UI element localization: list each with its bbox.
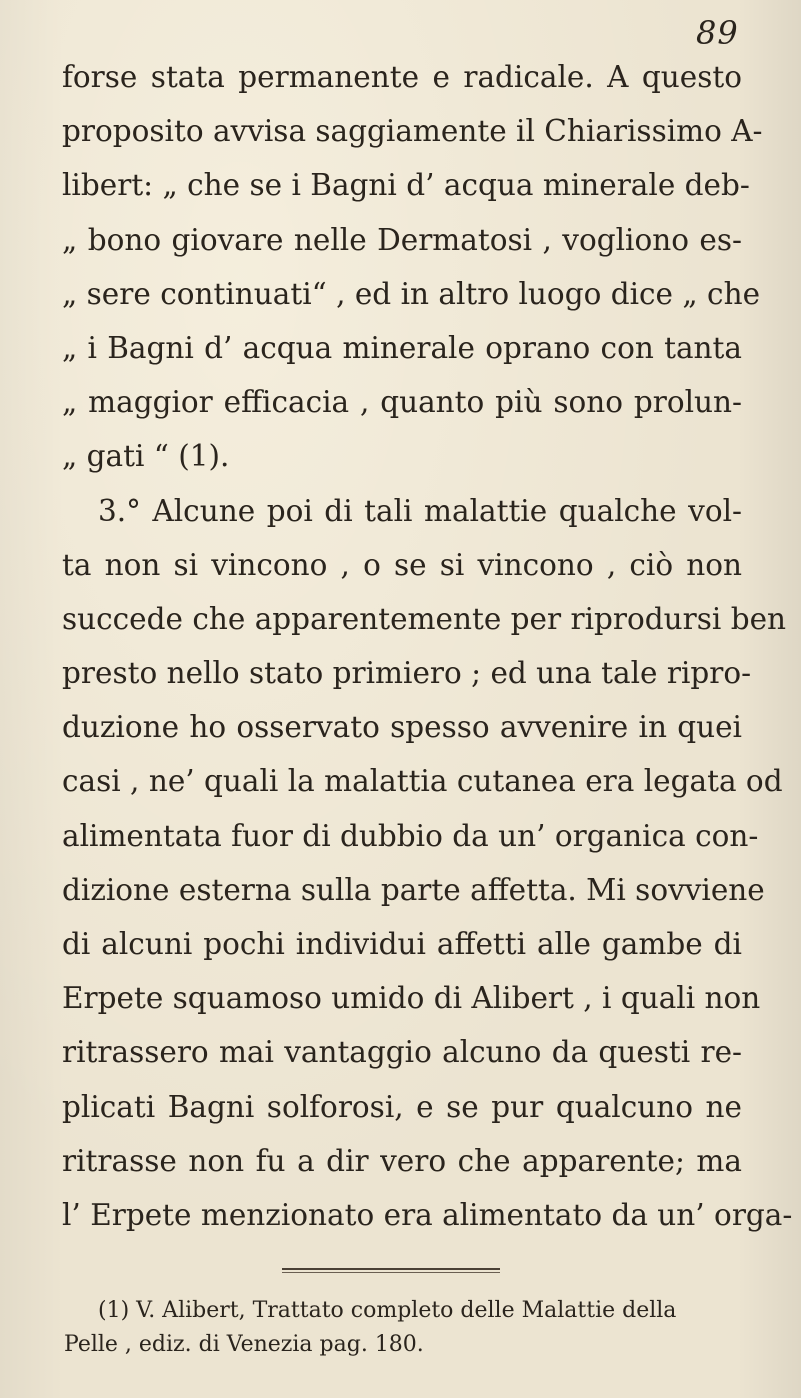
text-line: ritrassero mai vantaggio alcuno da questi re-	[62, 1035, 742, 1070]
text-line: l’ Erpete menzionato era alimentato da un’ orga-	[62, 1197, 793, 1232]
footnote-line: Pelle , ediz. di Venezia pag. 180.	[64, 1332, 424, 1357]
quoted-line: „ sere continuati“ , ed in altro luogo dice „ che	[62, 276, 761, 311]
text-line: ritrasse non fu a dir vero che apparente; ma	[62, 1143, 742, 1178]
paragraph-start-line: 3.° Alcune poi di tali malattie qualche vol-	[98, 493, 742, 528]
page-number: 89	[696, 14, 739, 52]
body-text	[62, 50, 793, 1242]
footnote-divider	[282, 1268, 500, 1270]
text-line: succede che apparentemente per riprodursi ben	[62, 601, 787, 636]
quoted-line: „ i Bagni d’ acqua minerale oprano con tanta	[62, 330, 742, 365]
text-line: ta non si vincono , o se si vincono , ciò non	[62, 547, 742, 582]
footnote	[64, 1294, 740, 1362]
footnote-line: (1) V. Alibert, Trattato completo delle Malattie della	[98, 1298, 677, 1323]
text-line: dizione esterna sulla parte affetta. Mi sovviene	[62, 872, 765, 907]
quoted-line: „ maggior efficacia , quanto più sono prolun-	[62, 385, 742, 420]
text-line: casi , ne’ quali la malattia cutanea era legata od	[62, 764, 783, 799]
text-line: forse stata permanente e radicale. A questo	[62, 60, 742, 94]
text-line: libert: „ che se i Bagni d’ acqua minerale deb-	[62, 168, 750, 203]
text-line: presto nello stato primiero ; ed una tale ripro-	[62, 656, 752, 691]
text-line: alimentata fuor di dubbio da un’ organica con-	[62, 818, 759, 853]
text-line: plicati Bagni solforosi, e se pur qualcuno ne	[62, 1089, 742, 1124]
text-line: Erpete squamoso umido di Alibert , i quali non	[62, 981, 761, 1016]
quoted-line: „ gati “ (1).	[62, 439, 230, 474]
text-line: duzione ho osservato spesso avvenire in quei	[62, 710, 742, 745]
text-line: di alcuni pochi individui affetti alle gambe di	[62, 927, 742, 961]
quoted-line: „ bono giovare nelle Dermatosi , vogliono es-	[62, 222, 742, 257]
text-line: proposito avvisa saggiamente il Chiarissimo A-	[62, 114, 763, 149]
